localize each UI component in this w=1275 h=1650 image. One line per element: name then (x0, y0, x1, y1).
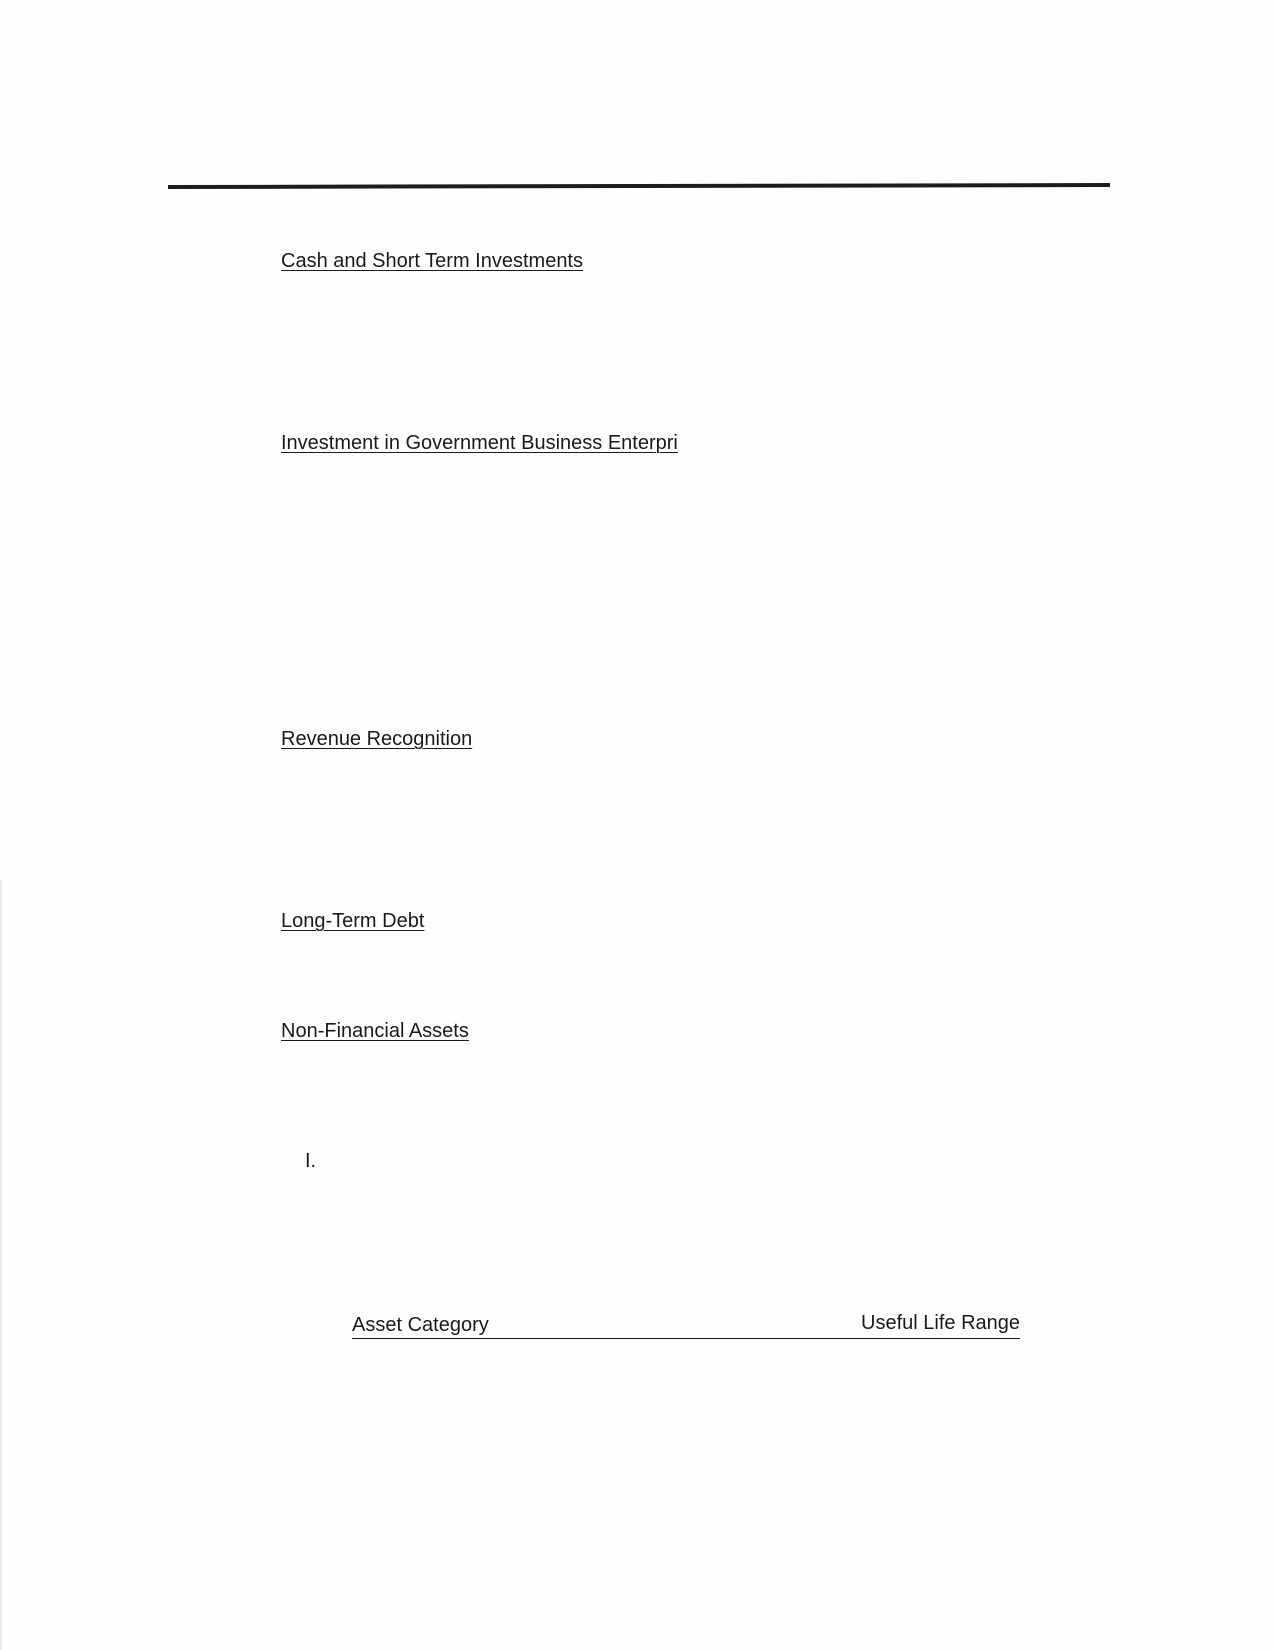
column-header-useful-life-range: Useful Life Range (861, 1312, 1020, 1334)
section-heading-revenue: Revenue Recognition (281, 728, 473, 750)
section-heading-cash: Cash and Short Term Investments (281, 250, 583, 272)
header-rule (168, 183, 1110, 189)
section-heading-non-financial-assets: Non-Financial Assets (281, 1020, 469, 1042)
section-heading-long-term-debt: Long-Term Debt (281, 910, 425, 932)
scan-edge-shadow (0, 880, 3, 1650)
asset-table-header (352, 1313, 1020, 1343)
list-marker: I. (305, 1150, 317, 1172)
table-header-rule (352, 1338, 1020, 1339)
column-header-asset-category: Asset Category (352, 1314, 489, 1336)
section-heading-investment-gbe (281, 431, 700, 455)
section-heading-investment-gbe-text: Investment in Government Business Enterpri (281, 432, 678, 454)
